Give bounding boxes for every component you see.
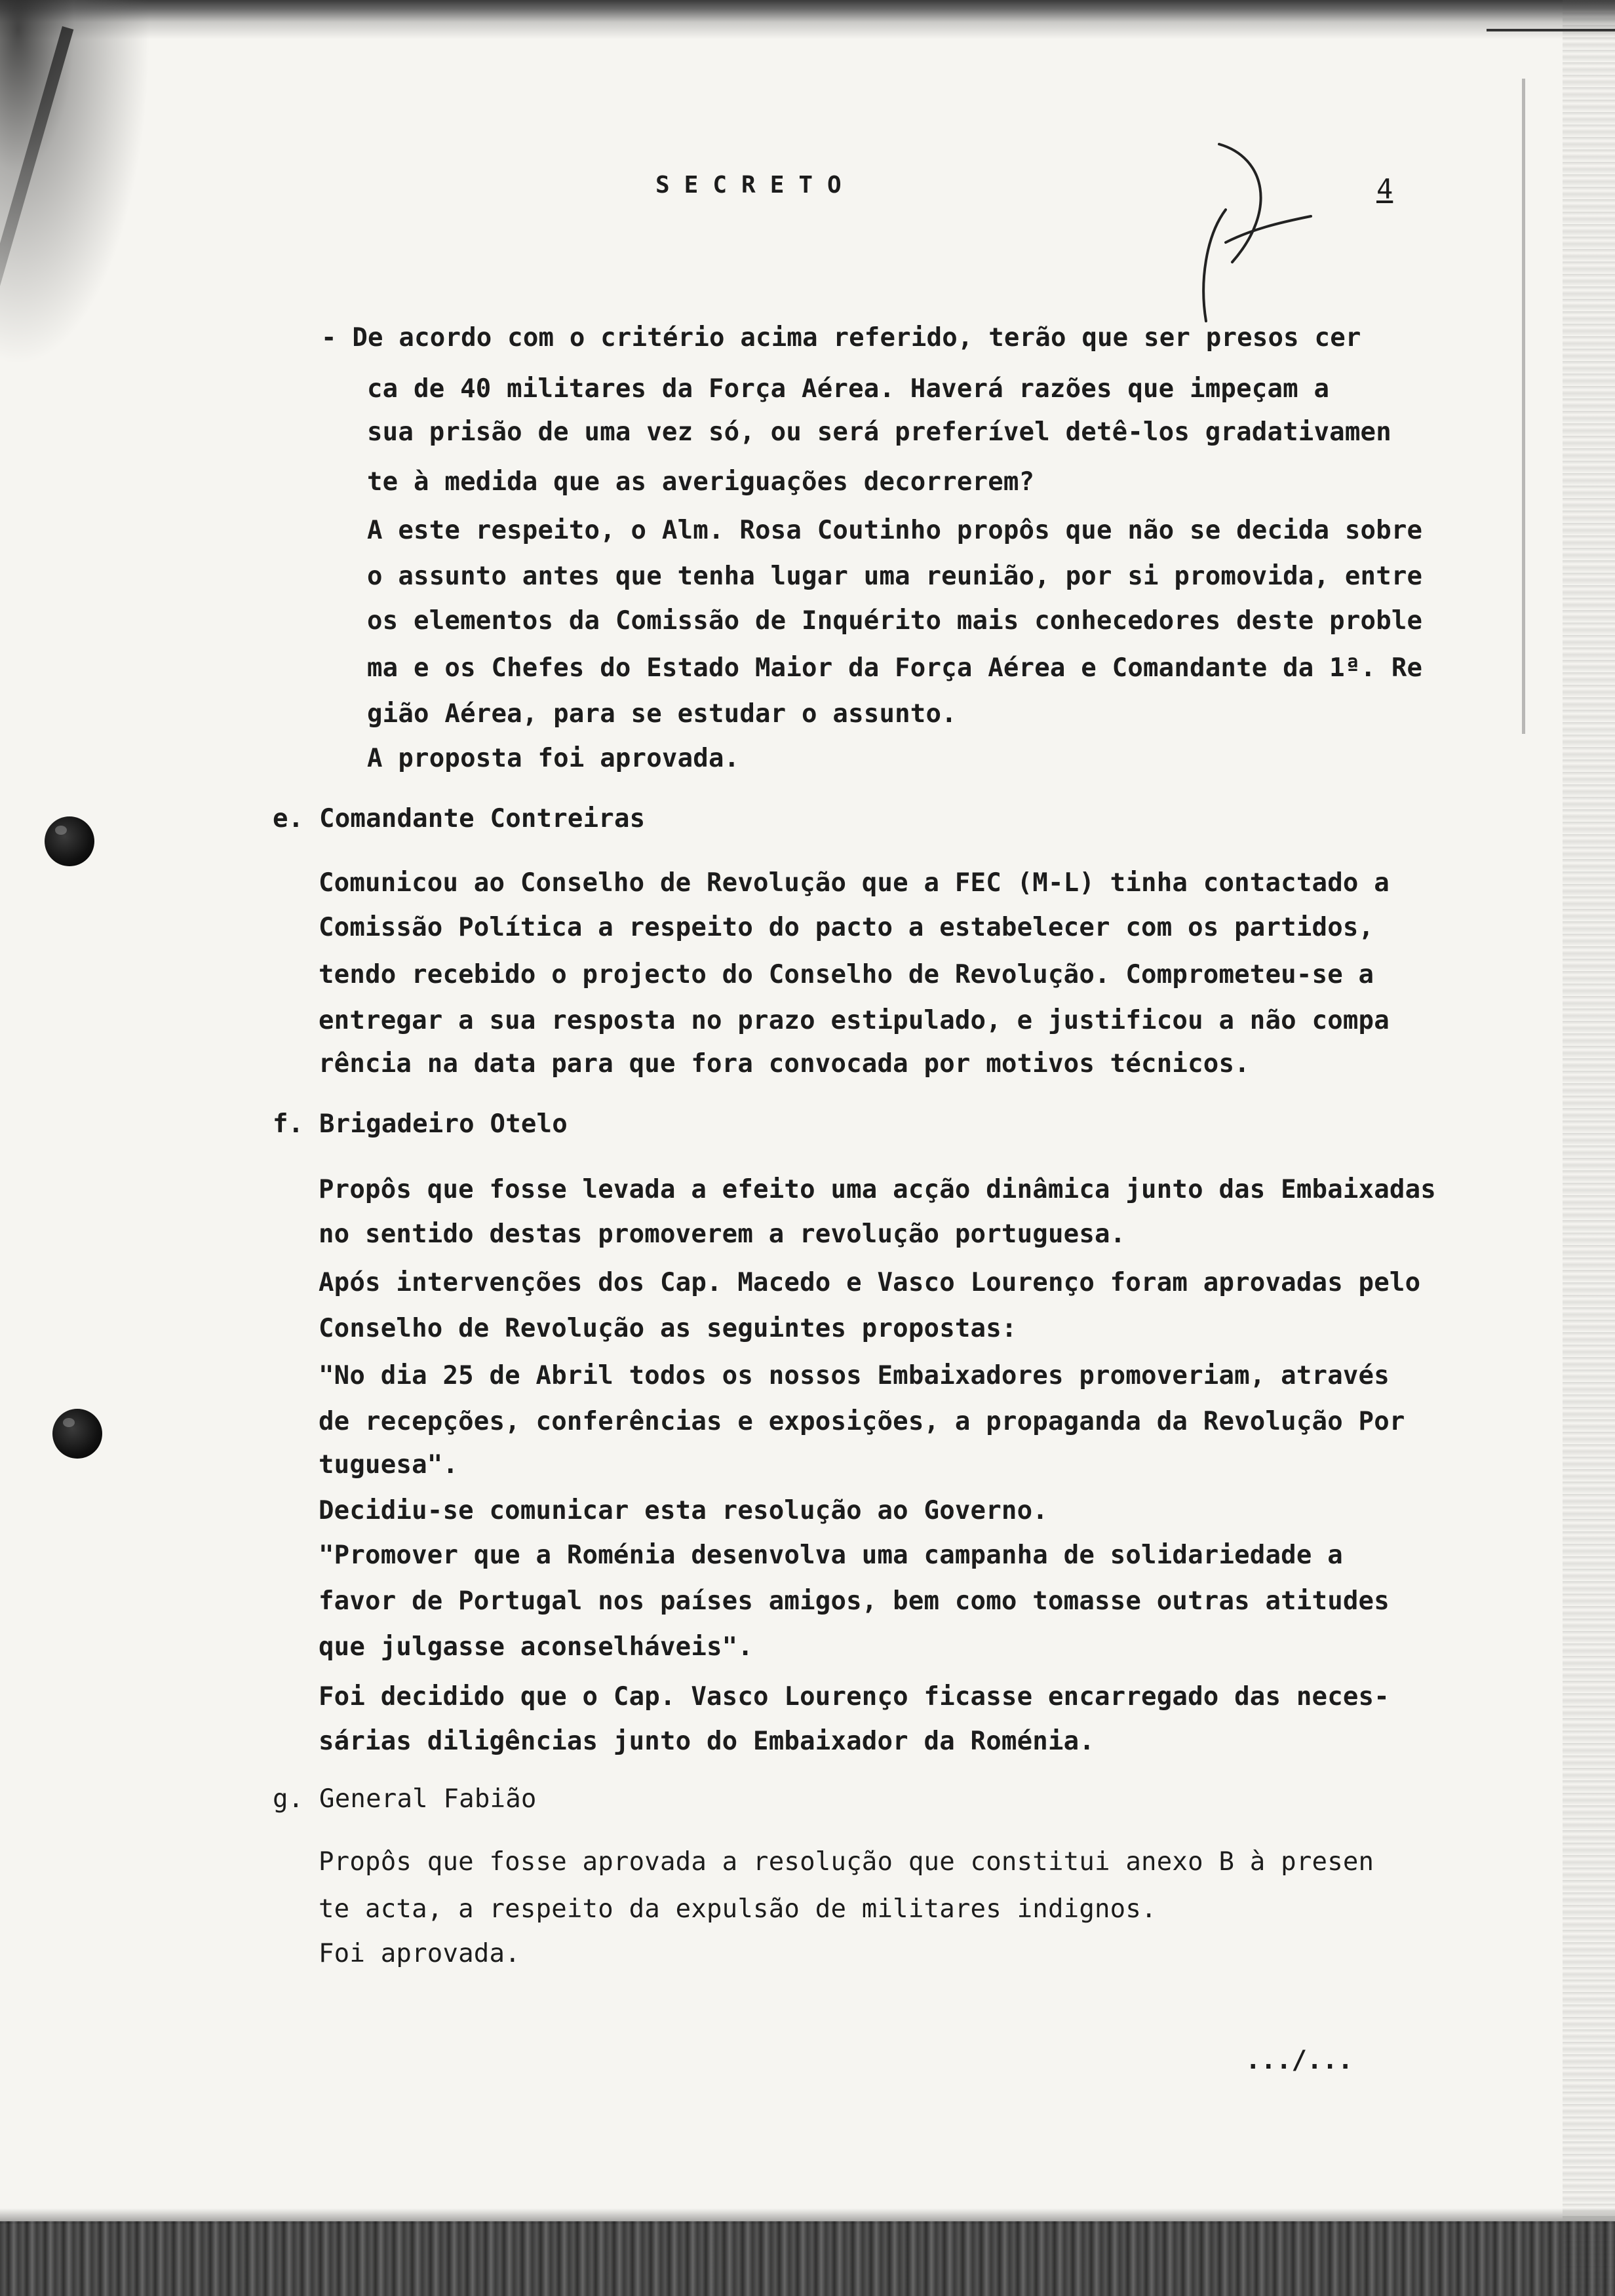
scan-edge-top xyxy=(0,0,1615,39)
scan-line-right xyxy=(1522,79,1525,734)
text-line: no sentido destas promoverem a revolução portuguesa. xyxy=(319,1219,1126,1249)
text-line: Decidiu-se comunicar esta resolução ao Governo. xyxy=(319,1496,1048,1525)
text-line: "Promover que a Roménia desenvolva uma campanha de solidariedade a xyxy=(319,1540,1343,1570)
section-heading-e: e. Comandante Contreiras xyxy=(273,804,646,833)
text-line: A proposta foi aprovada. xyxy=(367,744,740,773)
text-line: Foi decidido que o Cap. Vasco Lourenço ficasse encarregado das neces- xyxy=(319,1682,1390,1712)
scan-edge-bottom xyxy=(0,2221,1615,2296)
text-line: sua prisão de uma vez só, ou será preferível detê-los gradativamen xyxy=(367,417,1391,447)
text-line: ca de 40 militares da Força Aérea. Haverá razões que impeçam a xyxy=(367,374,1330,404)
text-line: tuguesa". xyxy=(319,1450,459,1480)
text-line: te à medida que as averiguações decorrerem? xyxy=(367,467,1035,497)
handwritten-mark xyxy=(1180,131,1324,328)
scan-edge-right xyxy=(1563,0,1615,2296)
text-line: favor de Portugal nos países amigos, bem como tomasse outras atitudes xyxy=(319,1586,1390,1616)
text-line: ma e os Chefes do Estado Maior da Força Aérea e Comandante da 1ª. Re xyxy=(367,653,1423,683)
continuation-mark: .../... xyxy=(1245,2046,1353,2075)
text-line: A este respeito, o Alm. Rosa Coutinho propôs que não se decida sobre xyxy=(367,516,1423,545)
text-line: Comunicou ao Conselho de Revolução que a FEC (M-L) tinha contactado a xyxy=(319,868,1390,898)
page-number: 4 xyxy=(1376,173,1393,205)
section-heading-f: f. Brigadeiro Otelo xyxy=(273,1109,568,1139)
text-line: "No dia 25 de Abril todos os nossos Embaixadores promoveriam, através xyxy=(319,1361,1390,1390)
classification-heading: SECRETO xyxy=(655,172,856,199)
text-line: Propôs que fosse aprovada a resolução que constitui anexo B à presen xyxy=(319,1847,1374,1877)
text-line: sárias diligências junto do Embaixador da Roménia. xyxy=(319,1727,1095,1756)
text-line: tendo recebido o projecto do Conselho de Revolução. Comprometeu-se a xyxy=(319,960,1374,989)
text-line: que julgasse aconselháveis". xyxy=(319,1632,754,1662)
text-line: - De acordo com o critério acima referido, terão que ser presos cer xyxy=(321,323,1361,353)
text-line: os elementos da Comissão de Inquérito mais conhecedores deste proble xyxy=(367,606,1423,636)
text-line: o assunto antes que tenha lugar uma reunião, por si promovida, entre xyxy=(367,562,1423,591)
text-line: gião Aérea, para se estudar o assunto. xyxy=(367,699,957,729)
text-line: Após intervenções dos Cap. Macedo e Vasco Lourenço foram aprovadas pelo xyxy=(319,1268,1421,1297)
text-line: rência na data para que fora convocada por motivos técnicos. xyxy=(319,1049,1250,1079)
text-line: Comissão Política a respeito do pacto a estabelecer com os partidos, xyxy=(319,913,1374,942)
text-line: entregar a sua resposta no prazo estipulado, e justificou a não compa xyxy=(319,1006,1390,1035)
text-line: Propôs que fosse levada a efeito uma acção dinâmica junto das Embaixadas xyxy=(319,1175,1436,1204)
punch-hole-bottom xyxy=(52,1409,102,1459)
text-line: Foi aprovada. xyxy=(319,1939,520,1968)
text-line: te acta, a respeito da expulsão de militares indignos. xyxy=(319,1894,1157,1924)
section-heading-g: g. General Fabião xyxy=(273,1784,537,1814)
text-line: Conselho de Revolução as seguintes propostas: xyxy=(319,1314,1017,1343)
text-line: de recepções, conferências e exposições, a propaganda da Revolução Por xyxy=(319,1407,1405,1436)
punch-hole-top xyxy=(45,816,94,866)
